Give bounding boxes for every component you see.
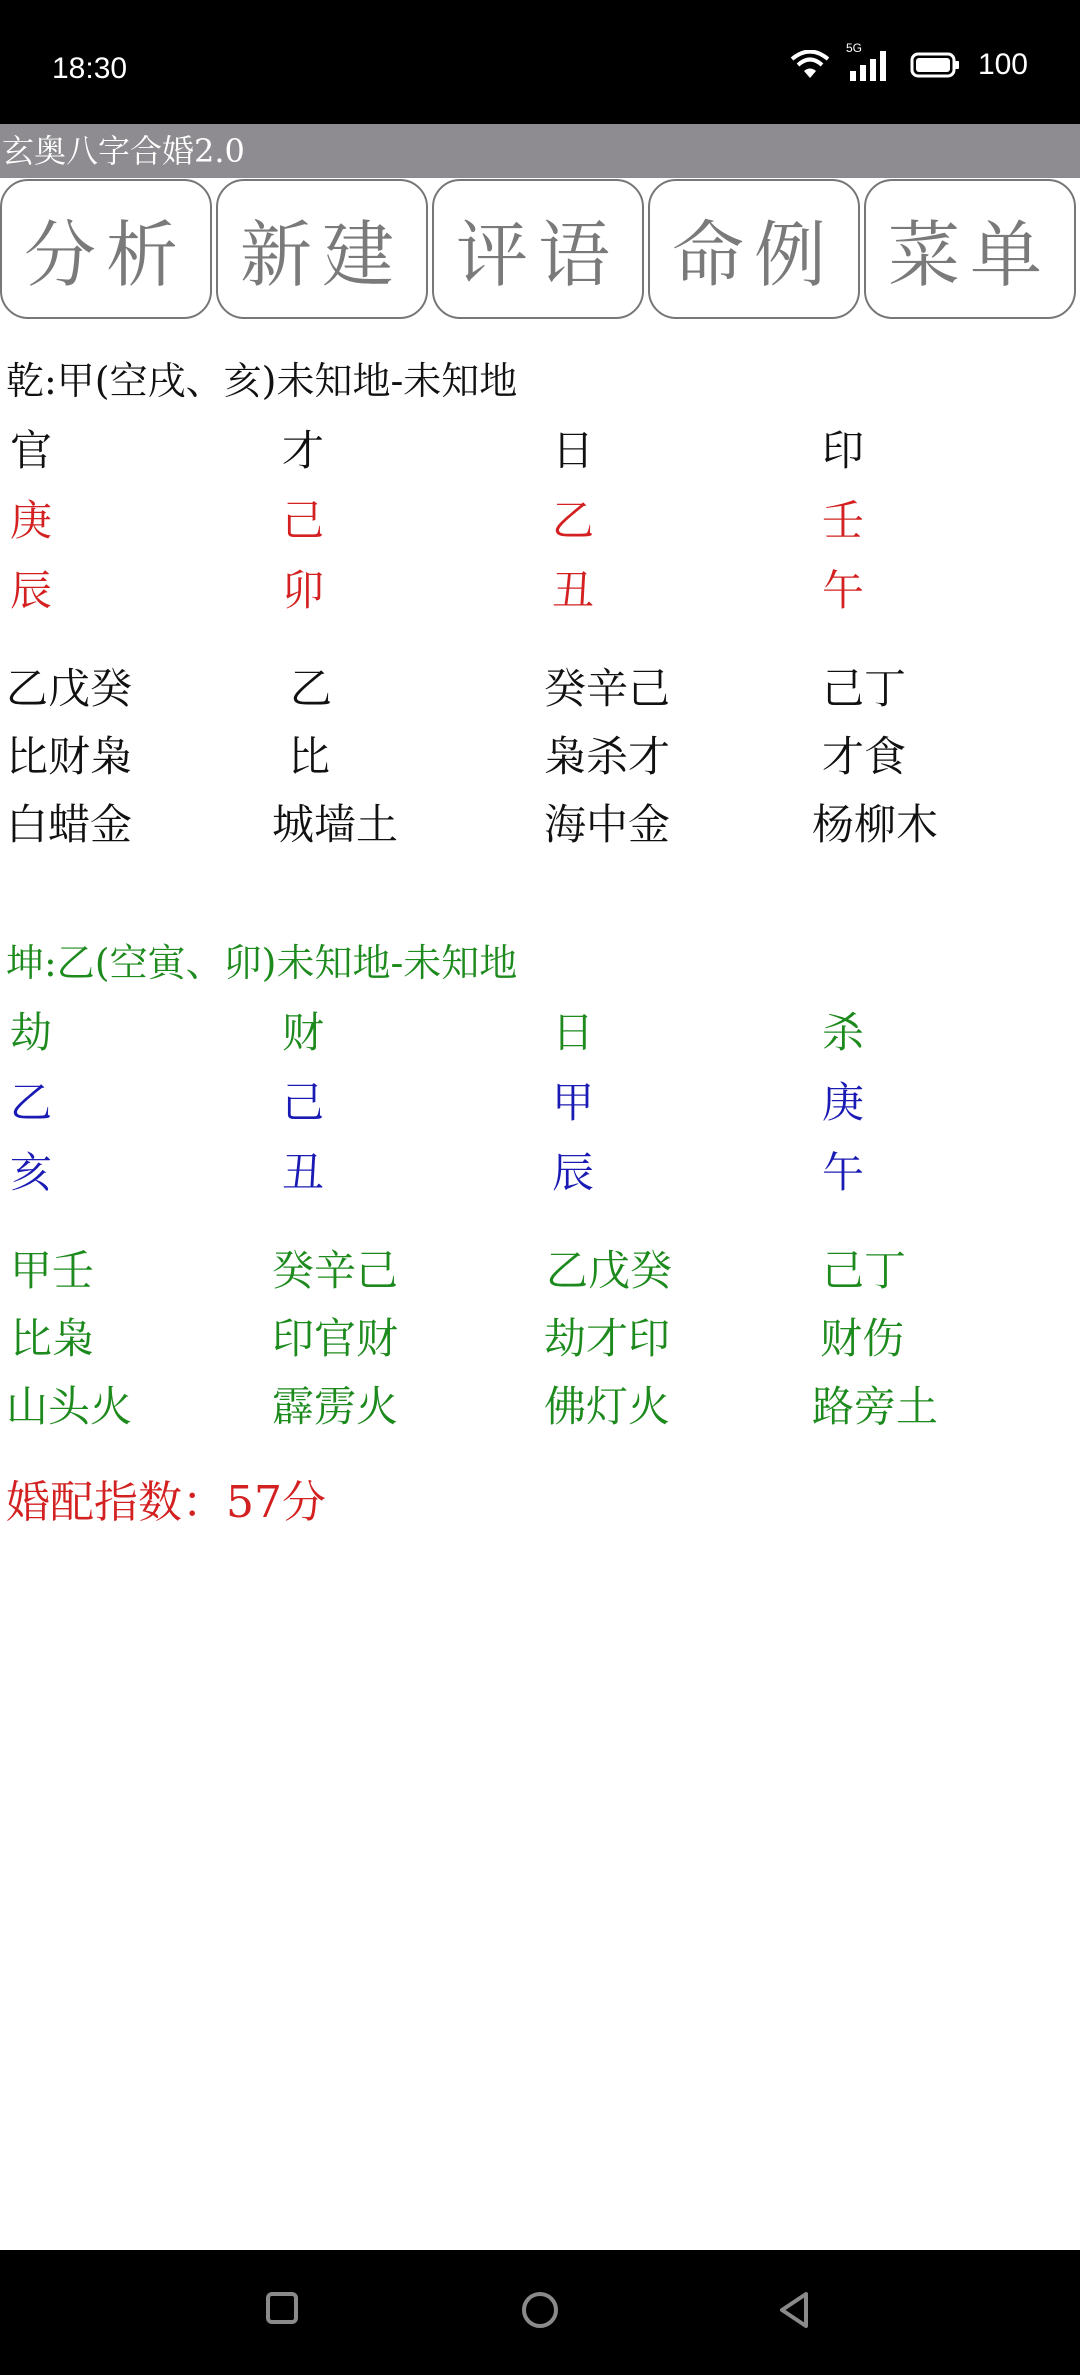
female-ten-god-year: 劫 — [10, 1008, 53, 1057]
female-stem-month: 己 — [282, 1078, 325, 1127]
male-ten-god-month: 才 — [282, 426, 325, 475]
match-score: 婚配指数：57分 — [6, 1477, 326, 1528]
male-ten-god-hour: 印 — [822, 426, 865, 475]
app-title: 玄奥八字合婚2.0 — [2, 132, 245, 170]
female-hidden-stems-day: 乙戊癸 — [546, 1246, 673, 1295]
male-header: 乾:甲(空戌、亥)未知地-未知地 — [6, 359, 518, 403]
female-hidden-gods-day: 劫才印 — [544, 1314, 671, 1363]
nav-back-icon[interactable] — [774, 2288, 814, 2336]
female-branch-month: 丑 — [282, 1148, 325, 1197]
male-nayin-day: 海中金 — [544, 800, 671, 849]
male-branch-hour: 午 — [822, 566, 865, 615]
female-hidden-stems-year: 甲壬 — [10, 1246, 95, 1295]
female-stem-hour: 庚 — [822, 1078, 865, 1127]
male-hidden-gods-month: 比 — [288, 732, 331, 781]
male-ten-god-day: 日 — [552, 426, 595, 475]
status-time: 18:30 — [52, 52, 128, 85]
male-hidden-gods-day: 枭杀才 — [544, 732, 671, 781]
female-header: 坤:乙(空寅、卯)未知地-未知地 — [6, 941, 518, 985]
male-ten-god-year: 官 — [10, 426, 53, 475]
female-ten-god-month: 财 — [282, 1008, 325, 1057]
female-ten-god-day: 日 — [552, 1008, 595, 1057]
analyze-button[interactable]: 分析 — [0, 179, 212, 319]
comment-button[interactable]: 评语 — [432, 179, 644, 319]
app-title-bar — [0, 124, 1080, 178]
male-hidden-gods-year: 比财枭 — [6, 732, 133, 781]
female-branch-year: 亥 — [10, 1148, 53, 1197]
male-hidden-stems-day: 癸辛己 — [544, 664, 671, 713]
male-nayin-hour: 杨柳木 — [812, 800, 939, 849]
battery-icon — [910, 51, 960, 79]
wifi-icon — [790, 50, 830, 80]
menu-button[interactable]: 菜单 — [864, 179, 1076, 319]
male-nayin-year: 白蜡金 — [6, 800, 133, 849]
male-stem-year: 庚 — [10, 496, 53, 545]
female-hidden-gods-hour: 财伤 — [820, 1314, 905, 1363]
female-nayin-year: 山头火 — [6, 1382, 133, 1431]
cases-button[interactable]: 命例 — [648, 179, 860, 319]
female-branch-day: 辰 — [552, 1148, 595, 1197]
female-hidden-stems-month: 癸辛己 — [272, 1246, 399, 1295]
male-hidden-stems-year: 乙戊癸 — [6, 664, 133, 713]
status-icons — [790, 41, 1028, 82]
male-branch-month: 卯 — [282, 566, 325, 615]
female-stem-day: 甲 — [552, 1078, 595, 1127]
nav-home-icon[interactable] — [518, 2288, 562, 2336]
female-nayin-month: 霹雳火 — [272, 1382, 399, 1431]
female-ten-god-hour: 杀 — [822, 1008, 865, 1057]
toolbar — [0, 179, 1080, 323]
battery-level: 100 — [977, 48, 1028, 81]
female-hidden-stems-hour: 己丁 — [822, 1246, 907, 1295]
female-stem-year: 乙 — [10, 1078, 53, 1127]
status-bar — [0, 0, 1080, 124]
system-nav-bar — [0, 2250, 1080, 2375]
female-branch-hour: 午 — [822, 1148, 865, 1197]
female-nayin-day: 佛灯火 — [544, 1382, 671, 1431]
new-button[interactable]: 新建 — [216, 179, 428, 319]
male-stem-hour: 壬 — [822, 496, 865, 545]
male-branch-year: 辰 — [10, 566, 53, 615]
female-hidden-gods-month: 印官财 — [272, 1314, 399, 1363]
male-stem-month: 己 — [282, 496, 325, 545]
female-hidden-gods-year: 比枭 — [10, 1314, 95, 1363]
male-hidden-gods-hour: 才食 — [822, 732, 907, 781]
female-nayin-hour: 路旁土 — [812, 1382, 939, 1431]
male-nayin-month: 城墙土 — [272, 800, 399, 849]
male-hidden-stems-month: 乙 — [290, 664, 333, 713]
male-stem-day: 乙 — [552, 496, 595, 545]
signal-icon — [845, 41, 892, 81]
network-type: 5G — [845, 41, 862, 55]
nav-recent-icon[interactable] — [262, 2288, 302, 2332]
male-hidden-stems-hour: 己丁 — [822, 664, 907, 713]
male-branch-day: 丑 — [552, 566, 595, 615]
